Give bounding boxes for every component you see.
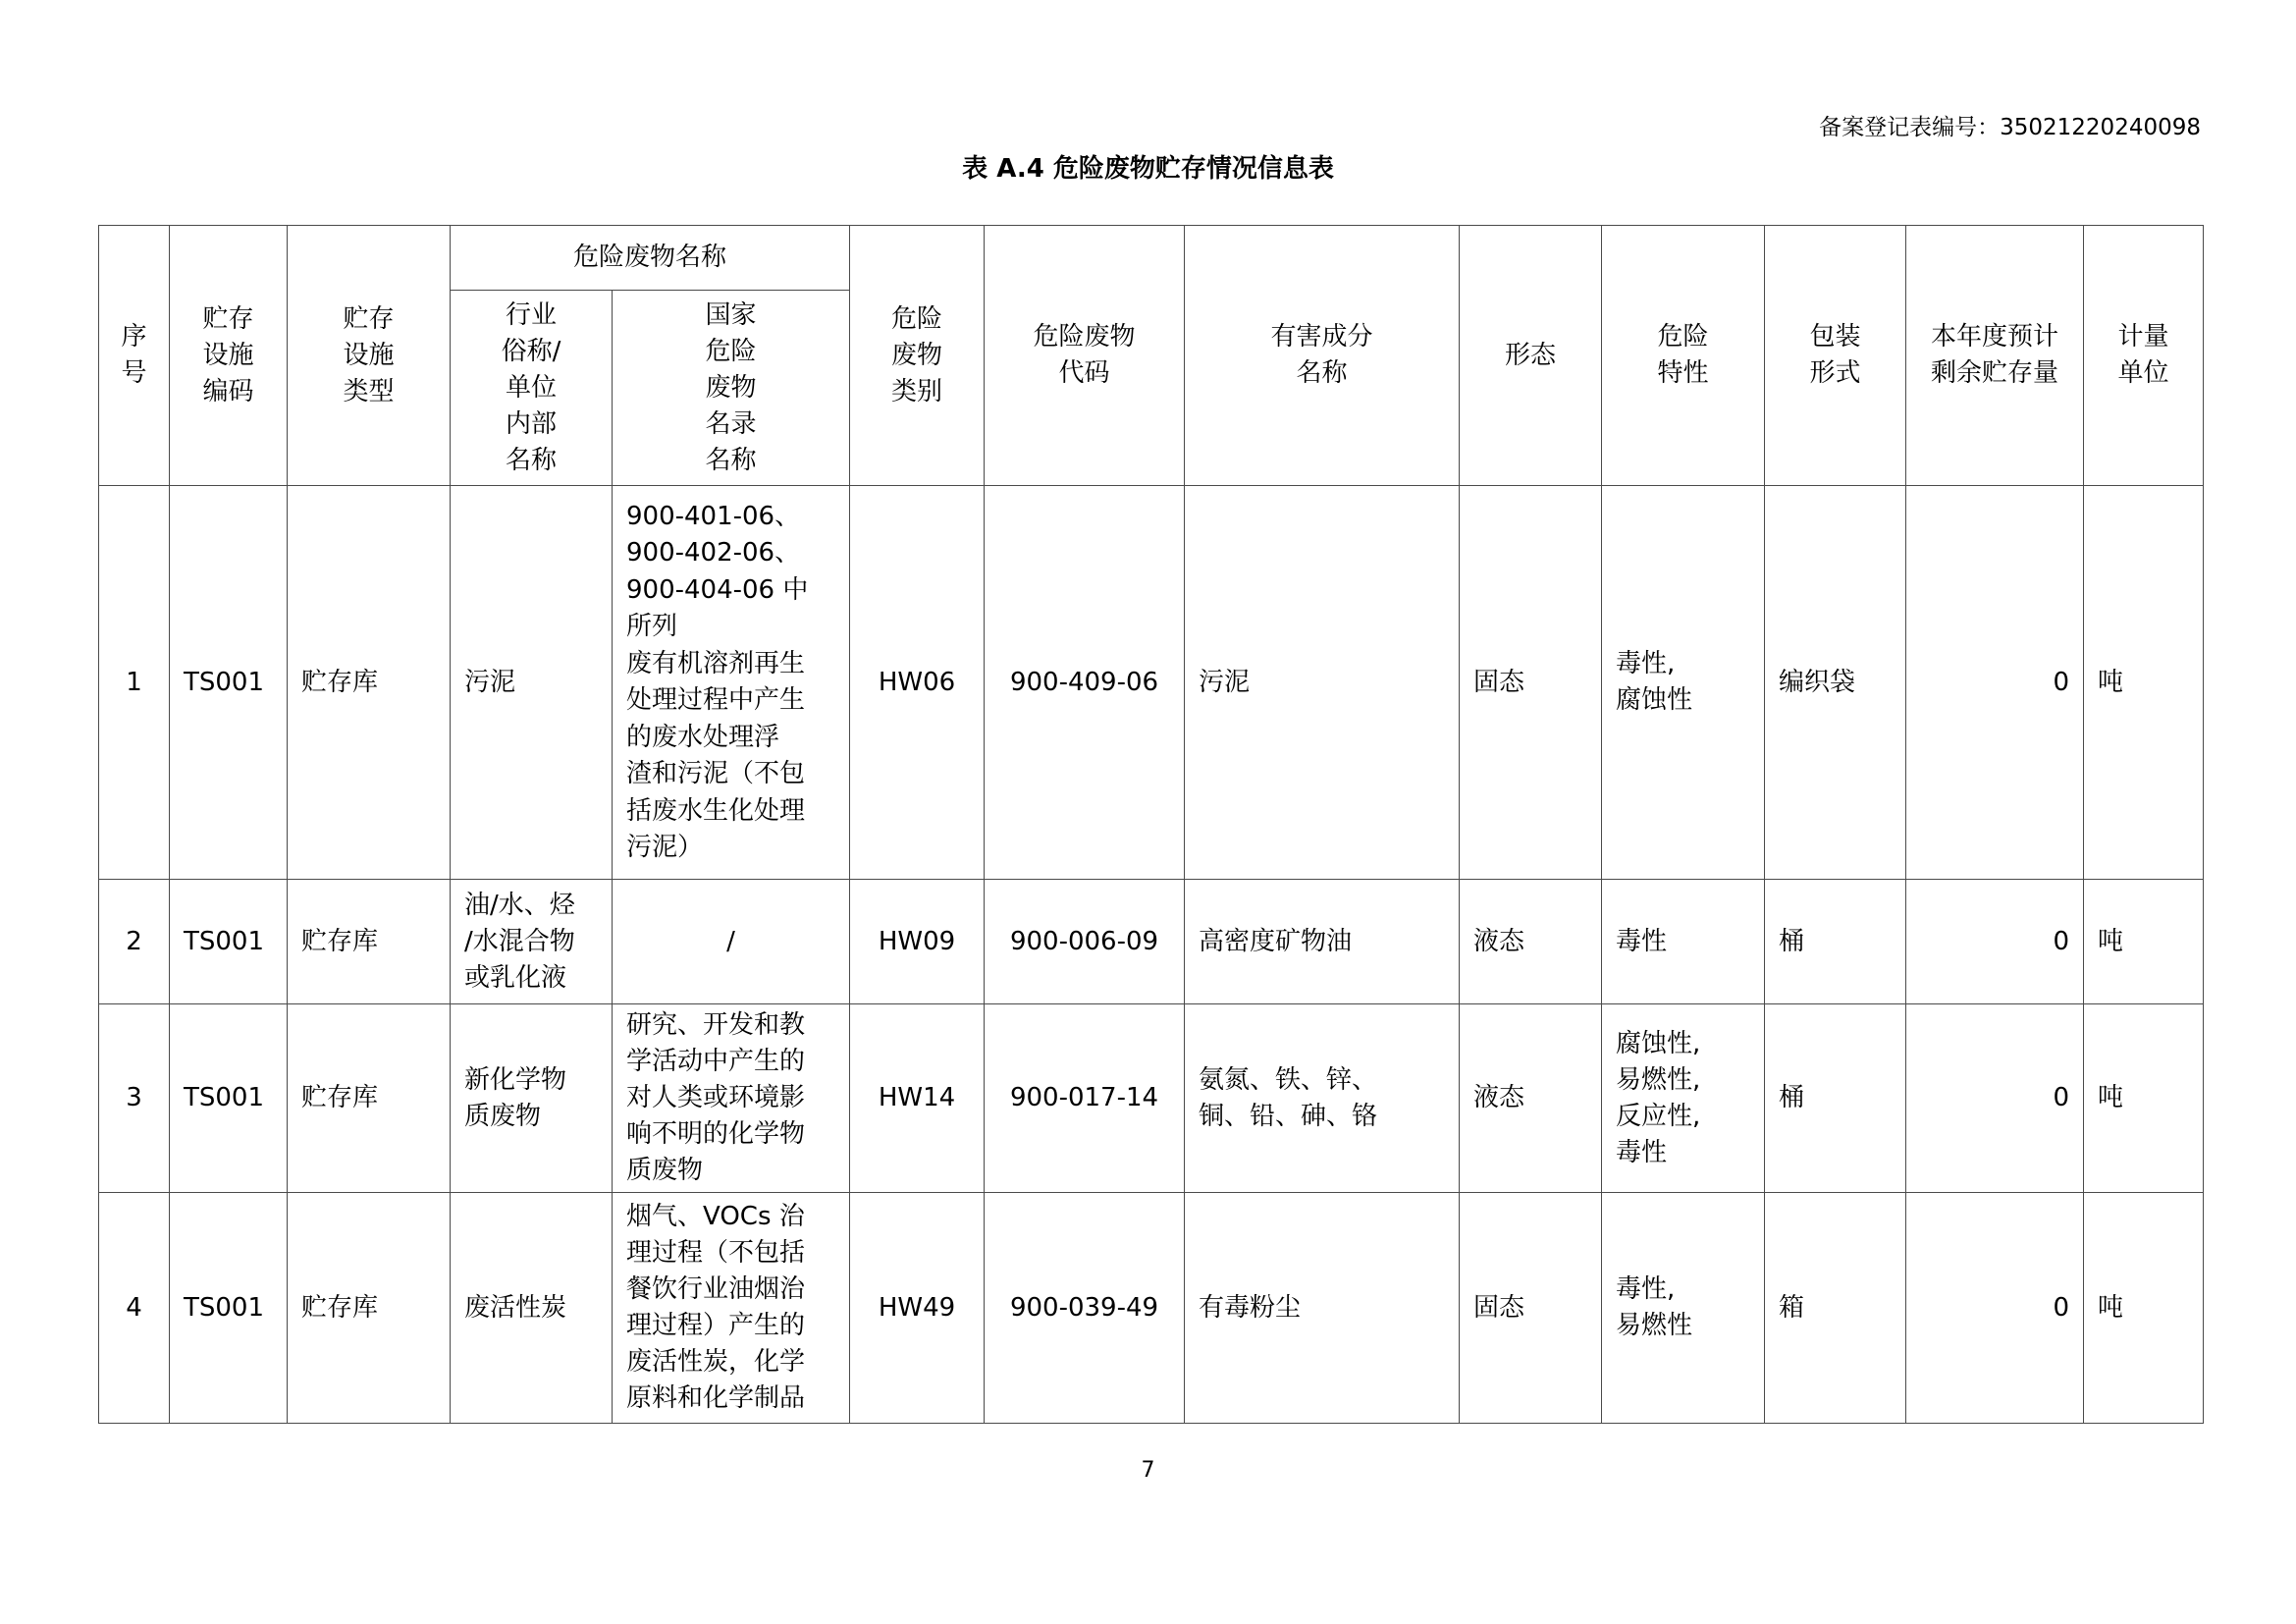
cell-line: 900-404-06 中 <box>626 574 809 605</box>
cell-line: 的废水处理浮 <box>626 722 780 752</box>
cell-waste-category: HW49 <box>850 1193 985 1424</box>
cell-line: 铜、铅、砷、铬 <box>1199 1101 1378 1131</box>
cell-line: 900-402-06、 <box>626 538 801 568</box>
cell-line: 贮存 <box>202 303 254 334</box>
cell-waste-category: HW09 <box>850 880 985 1004</box>
cell-line: 新化学物 <box>464 1064 567 1095</box>
cell-line: 腐蚀性, <box>1616 1028 1701 1058</box>
cell-remaining: 0 <box>1906 486 2084 880</box>
cell-line: 原料和化学制品 <box>626 1383 806 1413</box>
cell-line: /水混合物 <box>464 926 575 956</box>
cell-line: 编码 <box>202 376 254 406</box>
cell-line: 设施 <box>202 340 254 370</box>
cell-line: 理过程（不包括 <box>626 1238 806 1268</box>
cell-industry-name <box>451 880 613 1004</box>
cell-facility-type: 贮存库 <box>288 1004 451 1193</box>
cell-line: 类别 <box>891 376 943 406</box>
cell-facility-type: 贮存库 <box>288 880 451 1004</box>
header-waste-code <box>985 226 1185 486</box>
cell-line: 单位 <box>505 372 557 403</box>
cell-facility-type: 贮存库 <box>288 486 451 880</box>
table-row <box>99 486 2204 880</box>
cell-line: 易燃性 <box>1616 1311 1693 1340</box>
cell-line: 污泥 <box>464 667 516 697</box>
cell-waste-code: 900-039-49 <box>985 1193 1185 1424</box>
cell-line: 危险废物 <box>1033 322 1136 352</box>
cell-line: 序 <box>121 322 147 352</box>
cell-index: 4 <box>99 1193 170 1424</box>
cell-line: 危险 <box>705 336 757 366</box>
cell-line: 污泥 <box>1199 667 1251 697</box>
header-hazard <box>1602 226 1765 486</box>
header-packaging <box>1765 226 1906 486</box>
cell-national-name <box>613 1193 850 1424</box>
cell-line: 俗称/ <box>501 336 561 366</box>
header-harmful-components <box>1185 226 1460 486</box>
cell-line: 废活性炭，化学 <box>626 1347 806 1377</box>
header-form: 形态 <box>1460 226 1602 486</box>
cell-line: 餐饮行业油烟治 <box>626 1274 806 1304</box>
header-waste-category <box>850 226 985 486</box>
cell-harmful-components <box>1185 1004 1460 1193</box>
cell-facility-type: 贮存库 <box>288 1193 451 1424</box>
header-row-top <box>99 226 2204 291</box>
cell-line: 氨氮、铁、锌、 <box>1199 1064 1378 1095</box>
cell-remaining: 0 <box>1906 1193 2084 1424</box>
cell-packaging: 桶 <box>1765 1004 1906 1193</box>
registration-label: 备案登记表编号： <box>1819 115 2001 140</box>
cell-line: 毒性, <box>1616 649 1676 678</box>
cell-line: 所列 <box>626 612 678 641</box>
cell-line: 国家 <box>705 299 757 330</box>
cell-unit: 吨 <box>2084 1193 2204 1424</box>
cell-remaining: 0 <box>1906 880 2084 1004</box>
cell-line: 废物 <box>891 340 943 370</box>
cell-line: 高密度矿物油 <box>1199 926 1353 956</box>
cell-line: 理过程）产生的 <box>626 1311 806 1340</box>
cell-line: 形式 <box>1809 358 1861 388</box>
cell-line: 废有机溶剂再生 <box>626 648 806 678</box>
cell-hazard <box>1602 880 1765 1004</box>
cell-industry-name <box>451 1193 613 1424</box>
cell-line: 腐蚀性 <box>1616 685 1693 715</box>
cell-packaging: 桶 <box>1765 880 1906 1004</box>
cell-line: 括废水生化处理 <box>626 795 806 826</box>
cell-facility-code: TS001 <box>170 1004 288 1193</box>
cell-line: 名称 <box>1296 358 1348 388</box>
cell-form: 固态 <box>1460 1193 1602 1424</box>
cell-line: 类型 <box>343 376 395 406</box>
cell-index: 2 <box>99 880 170 1004</box>
cell-line: 油/水、烃 <box>464 890 575 920</box>
cell-line: 单位 <box>2117 358 2169 388</box>
registration-value: 35021220240098 <box>2000 115 2201 140</box>
cell-line: 或乳化液 <box>464 962 567 993</box>
cell-line: 毒性, <box>1616 1274 1676 1304</box>
cell-line: 900-401-06、 <box>626 501 801 531</box>
cell-line: 包装 <box>1809 322 1861 352</box>
cell-line: 代码 <box>1058 358 1110 388</box>
cell-line: 本年度预计 <box>1931 322 2059 352</box>
header-national-name <box>613 291 850 486</box>
cell-hazard <box>1602 1004 1765 1193</box>
cell-line: 处理过程中产生 <box>626 685 806 715</box>
cell-line: 贮存 <box>343 303 395 334</box>
cell-line: 计量 <box>2117 322 2169 352</box>
table-title: 表 A.4 危险废物贮存情况信息表 <box>962 154 1334 184</box>
cell-form: 固态 <box>1460 486 1602 880</box>
cell-packaging: 箱 <box>1765 1193 1906 1424</box>
cell-line: 危险 <box>891 303 943 334</box>
cell-hazard <box>1602 1193 1765 1424</box>
cell-line: 剩余贮存量 <box>1931 358 2059 388</box>
cell-facility-code: TS001 <box>170 880 288 1004</box>
cell-line: 对人类或环境影 <box>626 1083 806 1112</box>
cell-line: 内部 <box>505 408 557 439</box>
cell-line: 质废物 <box>626 1156 704 1185</box>
cell-index: 1 <box>99 486 170 880</box>
header-industry-name <box>451 291 613 486</box>
cell-national-name <box>613 486 850 880</box>
table-row <box>99 880 2204 1004</box>
cell-line: / <box>726 926 735 956</box>
table-row <box>99 1193 2204 1424</box>
header-facility-type <box>288 226 451 486</box>
registration-number <box>1819 113 2201 142</box>
cell-line: 污泥） <box>626 833 704 862</box>
table-row <box>99 1004 2204 1193</box>
cell-line: 学活动中产生的 <box>626 1047 806 1076</box>
cell-waste-category: HW14 <box>850 1004 985 1193</box>
cell-waste-code: 900-409-06 <box>985 486 1185 880</box>
cell-form: 液态 <box>1460 1004 1602 1193</box>
page-number: 7 <box>1141 1458 1155 1483</box>
cell-hazard <box>1602 486 1765 880</box>
cell-line: 废物 <box>705 372 757 403</box>
cell-waste-code: 900-017-14 <box>985 1004 1185 1193</box>
cell-line: 质废物 <box>464 1101 542 1131</box>
cell-index: 3 <box>99 1004 170 1193</box>
cell-waste-category: HW06 <box>850 486 985 880</box>
cell-line: 研究、开发和教 <box>626 1010 806 1040</box>
cell-line: 行业 <box>505 299 557 330</box>
cell-line: 设施 <box>343 340 395 370</box>
cell-line: 毒性 <box>1616 1137 1668 1167</box>
cell-facility-code: TS001 <box>170 1193 288 1424</box>
hazardous-waste-storage-table <box>98 225 2204 1424</box>
cell-line: 渣和污泥（不包 <box>626 759 806 788</box>
cell-line: 废活性炭 <box>464 1292 567 1323</box>
cell-harmful-components <box>1185 880 1460 1004</box>
cell-line: 有毒粉尘 <box>1199 1292 1302 1323</box>
header-unit <box>2084 226 2204 486</box>
cell-unit: 吨 <box>2084 486 2204 880</box>
cell-industry-name <box>451 486 613 880</box>
cell-line: 名录 <box>705 408 757 439</box>
cell-line: 特性 <box>1657 358 1709 388</box>
cell-industry-name <box>451 1004 613 1193</box>
header-facility-code <box>170 226 288 486</box>
cell-national-name <box>613 1004 850 1193</box>
cell-line: 烟气、VOCs 治 <box>626 1202 805 1231</box>
cell-waste-code: 900-006-09 <box>985 880 1185 1004</box>
cell-line: 危险 <box>1657 322 1709 352</box>
cell-line: 毒性 <box>1616 926 1668 956</box>
cell-line: 名称 <box>705 445 757 475</box>
cell-harmful-components <box>1185 486 1460 880</box>
cell-remaining: 0 <box>1906 1004 2084 1193</box>
cell-unit: 吨 <box>2084 880 2204 1004</box>
cell-line: 反应性, <box>1616 1101 1701 1131</box>
header-index <box>99 226 170 486</box>
cell-line: 易燃性, <box>1616 1064 1701 1095</box>
cell-line: 有害成分 <box>1270 322 1373 352</box>
cell-line: 响不明的化学物 <box>626 1119 806 1149</box>
cell-line: 号 <box>121 358 147 388</box>
cell-packaging: 编织袋 <box>1765 486 1906 880</box>
cell-harmful-components <box>1185 1193 1460 1424</box>
cell-unit: 吨 <box>2084 1004 2204 1193</box>
cell-line: 名称 <box>505 445 557 475</box>
header-waste-name-group: 危险废物名称 <box>451 226 850 291</box>
cell-facility-code: TS001 <box>170 486 288 880</box>
cell-form: 液态 <box>1460 880 1602 1004</box>
cell-national-name <box>613 880 850 1004</box>
header-remaining <box>1906 226 2084 486</box>
